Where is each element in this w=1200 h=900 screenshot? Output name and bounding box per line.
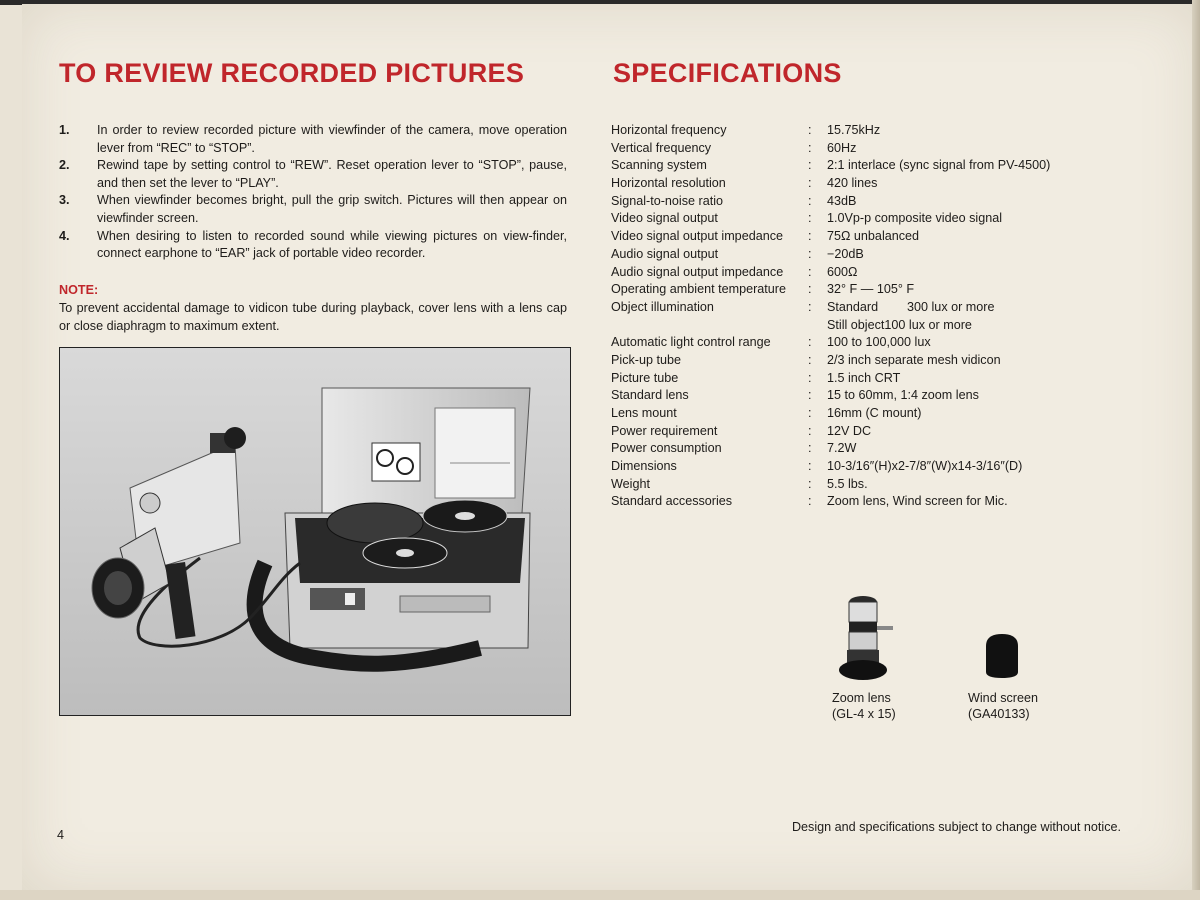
spec-value: 1.5 inch CRT: [827, 370, 901, 385]
spec-value: 32° F — 105° F: [827, 282, 915, 297]
spec-value: 2:1 interlace (sync signal from PV-4500): [827, 158, 1051, 173]
spec-separator: :: [808, 140, 812, 155]
spec-separator: :: [808, 193, 812, 208]
step-text: When desiring to listen to recorded sound while viewing pictures on view-finder, connect earphone to “EAR” jack of portable video recorder.: [97, 228, 567, 261]
page-right-edge: [1192, 0, 1200, 900]
spec-separator: :: [808, 370, 812, 385]
spec-value: 100 to 100,000 lux: [827, 335, 931, 350]
spec-separator: :: [808, 211, 812, 226]
wind-screen-name: Wind screen: [968, 691, 1038, 705]
zoom-lens-caption: [832, 690, 896, 722]
spec-separator: :: [808, 264, 812, 279]
camera-recorder-photo: [59, 347, 571, 716]
spec-value: 7.2W: [827, 441, 857, 456]
spec-label: Operating ambient temperature: [611, 282, 787, 297]
spec-value: −20dB: [827, 246, 864, 261]
spec-label: Dimensions: [611, 459, 677, 474]
spec-separator: :: [808, 158, 812, 173]
spec-label: Power requirement: [611, 423, 718, 438]
spec-separator: :: [808, 299, 812, 314]
spec-separator: :: [808, 476, 812, 491]
spec-label: Automatic light control range: [611, 335, 771, 350]
spec-separator: :: [808, 441, 812, 456]
spec-separator: :: [808, 246, 812, 261]
wind-screen-model: (GA40133): [968, 707, 1030, 721]
spec-value-amount: 100 lux or more: [884, 317, 972, 332]
note-label: NOTE:: [59, 283, 99, 297]
review-step: [59, 228, 567, 263]
spec-separator: :: [808, 123, 812, 137]
zoom-lens-name: Zoom lens: [832, 691, 891, 705]
spec-label: Signal-to-noise ratio: [611, 193, 724, 208]
spec-value: 16mm (C mount): [827, 406, 922, 421]
spec-separator: :: [808, 388, 812, 403]
step-text: When viewfinder becomes bright, pull the grip switch. Pictures will then appear on viewfinder screen.: [97, 193, 567, 225]
step-text: In order to review recorded picture with viewfinder of the camera, move operation lever from “REC” to “STOP”.: [97, 123, 567, 155]
spec-label: Horizontal frequency: [611, 123, 727, 137]
spec-label: Vertical frequency: [611, 140, 712, 155]
spec-label: Video signal output: [611, 211, 718, 226]
spec-value: 600Ω: [827, 264, 858, 279]
note-text: To prevent accidental damage to vidicon tube during playback, cover lens with a lens cap or close diaphragm to maximum extent.: [59, 301, 567, 333]
spec-label: Scanning system: [611, 158, 707, 173]
review-section-title: TO REVIEW RECORDED PICTURES: [59, 58, 525, 88]
zoom-lens-image: [833, 588, 893, 684]
spec-value: 1.0Vp-p composite video signal: [827, 211, 1003, 226]
review-step: [59, 157, 567, 192]
spec-value: 15 to 60mm, 1:4 zoom lens: [827, 388, 979, 403]
spec-value: 10-3/16″(H)x2-7/8″(W)x14-3/16″(D): [827, 459, 1023, 474]
spec-label: Power consumption: [611, 441, 722, 456]
spec-label: Lens mount: [611, 406, 677, 421]
page-bottom-edge: [0, 890, 1200, 900]
spec-separator: :: [808, 176, 812, 191]
spec-value: 60Hz: [827, 140, 857, 155]
page-number: 4: [57, 828, 65, 842]
spec-separator: :: [808, 406, 812, 421]
step-number: 2.: [59, 158, 70, 173]
spec-label: Standard lens: [611, 388, 689, 403]
spec-label: Weight: [611, 476, 650, 491]
spec-value: 15.75kHz: [827, 123, 881, 137]
zoom-lens-model: (GL-4 x 15): [832, 707, 896, 721]
step-number: 1.: [59, 123, 70, 137]
spec-separator: :: [808, 229, 812, 244]
spec-label: Picture tube: [611, 370, 679, 385]
spec-value: [827, 317, 972, 335]
spec-value-condition: Still object: [827, 317, 885, 332]
spec-value: 75Ω unbalanced: [827, 229, 920, 244]
spec-separator: :: [808, 335, 812, 350]
review-step: [59, 122, 567, 157]
wind-screen-image: [982, 632, 1022, 680]
review-step: [59, 192, 567, 227]
step-number: 4.: [59, 228, 70, 243]
spec-value-amount: 300 lux or more: [907, 299, 995, 314]
spec-separator: :: [808, 423, 812, 438]
spec-label: Pick-up tube: [611, 352, 682, 367]
spec-label: Standard accessories: [611, 494, 733, 509]
spec-value: Zoom lens, Wind screen for Mic.: [827, 494, 1008, 509]
spec-label: Audio signal output: [611, 246, 719, 261]
spec-value: [827, 299, 995, 317]
spec-value: 12V DC: [827, 423, 872, 438]
spec-label: Video signal output impedance: [611, 229, 784, 244]
step-text: Rewind tape by setting control to “REW”. Reset operation lever to “STOP”, pause, and then set the lever to “PLAY”.: [97, 158, 567, 190]
specifications-title: SPECIFICATIONS: [613, 58, 842, 88]
spec-label: Object illumination: [611, 299, 714, 314]
spec-separator: :: [808, 494, 812, 509]
spec-separator: :: [808, 459, 812, 474]
wind-screen-caption: [968, 690, 1038, 722]
disclaimer-text: Design and specifications subject to change without notice.: [791, 820, 1121, 834]
spec-label: Horizontal resolution: [611, 176, 726, 191]
step-number: 3.: [59, 193, 70, 208]
spec-label: Audio signal output impedance: [611, 264, 784, 279]
spec-value: 2/3 inch separate mesh vidicon: [827, 352, 1001, 367]
review-steps-list: [59, 122, 567, 263]
spec-separator: :: [808, 282, 812, 297]
spec-value: 420 lines: [827, 176, 878, 191]
spec-value: 43dB: [827, 193, 857, 208]
spec-separator: :: [808, 352, 812, 367]
spec-value-condition: Standard: [827, 299, 879, 314]
spec-value: 5.5 lbs.: [827, 476, 868, 491]
